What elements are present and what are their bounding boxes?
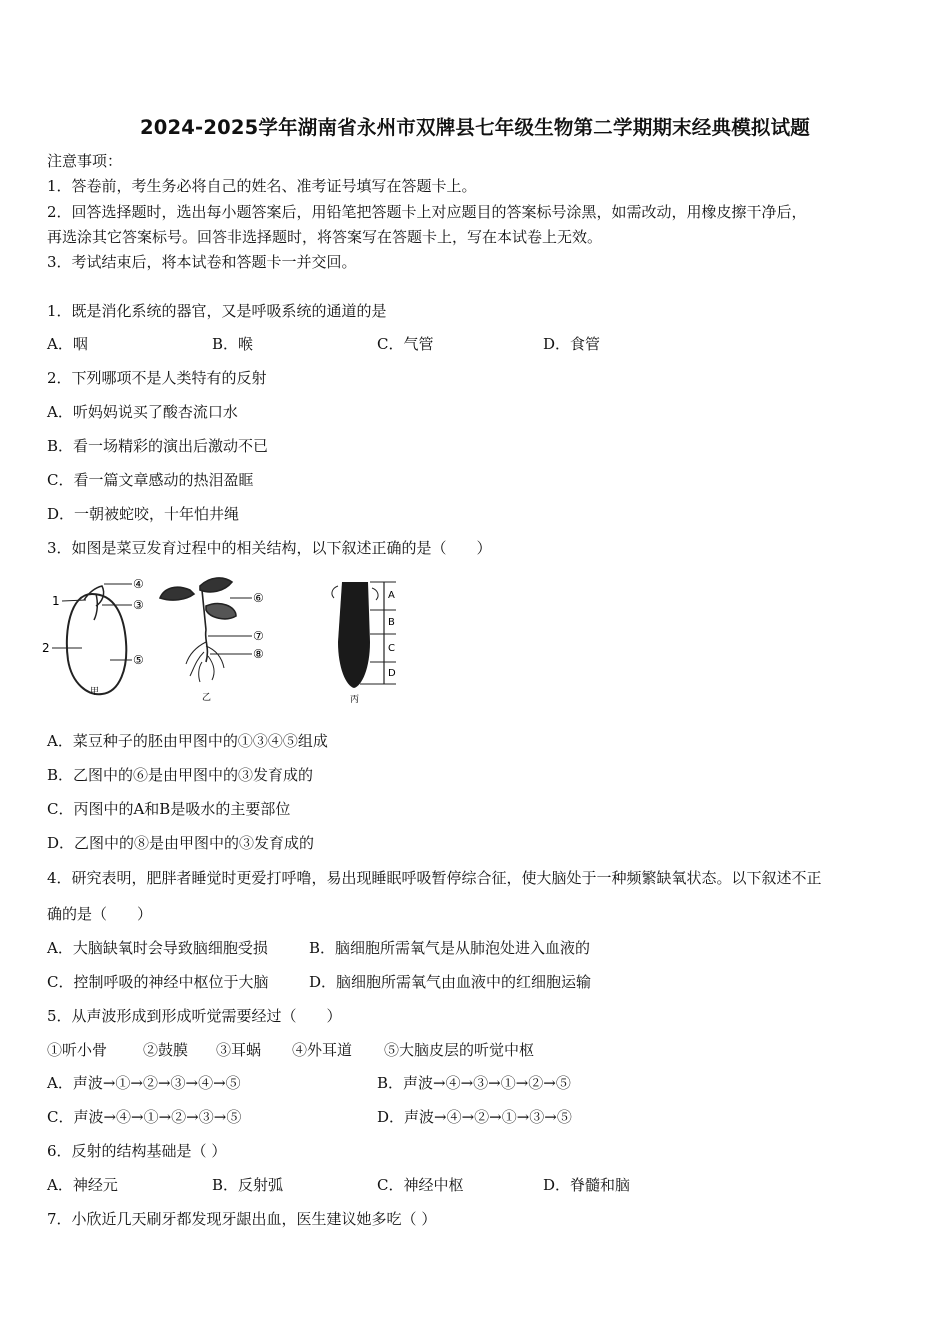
notice-item: 2．回答选择题时，选出每小题答案后，用铅笔把答题卡上对应题目的答案标号涂黑，如需改动，用橡皮擦干净后， <box>47 203 807 221</box>
question-5-stem: 5．从声波形成到形成听觉需要经过（ ） <box>47 1007 342 1025</box>
notice-item: 3．考试结束后，将本试卷和答题卡一并交回。 <box>47 253 357 271</box>
question-7-stem: 7．小欣近几天刷牙都发现牙龈出血，医生建议她多吃（ ） <box>47 1210 437 1228</box>
q4-option-c: C．控制呼吸的神经中枢位于大脑 <box>47 973 269 991</box>
question-2-stem: 2．下列哪项不是人类特有的反射 <box>47 369 267 387</box>
yi-caption: 乙 <box>202 693 212 703</box>
q5-part: ⑤大脑皮层的听觉中枢 <box>384 1041 535 1059</box>
q5-part: ③耳蜗 <box>216 1041 262 1059</box>
notice-item: 1．答卷前，考生务必将自己的姓名、准考证号填写在答题卡上。 <box>47 177 477 195</box>
q5-option-a: A．声波→①→②→③→④→⑤ <box>47 1074 241 1092</box>
q3-option-b: B．乙图中的⑥是由甲图中的③发育成的 <box>47 766 314 784</box>
q6-option-d: D．脊髓和脑 <box>543 1176 631 1194</box>
q1-option-d: D．食管 <box>543 335 601 353</box>
q1-option-a: A．咽 <box>47 335 88 353</box>
question-3-stem: 3．如图是菜豆发育过程中的相关结构，以下叙述正确的是（ ） <box>47 539 492 557</box>
q6-option-a: A．神经元 <box>47 1176 118 1194</box>
bing-label: C <box>388 643 395 654</box>
q5-part: ④外耳道 <box>292 1041 353 1059</box>
q6-option-c: C．神经中枢 <box>377 1176 464 1194</box>
yi-label: ⑧ <box>253 647 264 661</box>
q6-option-b: B．反射弧 <box>212 1176 284 1194</box>
question-4-stem-cont: 确的是（ ） <box>47 905 153 923</box>
q4-option-a: A．大脑缺氧时会导致脑细胞受损 <box>47 939 268 957</box>
bing-label: B <box>388 617 395 628</box>
yi-label: ⑥ <box>253 591 264 605</box>
q2-option-a: A．听妈妈说买了酸杏流口水 <box>47 403 238 421</box>
q5-part: ①听小骨 <box>47 1041 108 1059</box>
question-6-stem: 6．反射的结构基础是（ ） <box>47 1142 227 1160</box>
q5-option-d: D．声波→④→②→①→③→⑤ <box>377 1108 572 1126</box>
q5-option-c: C．声波→④→①→②→③→⑤ <box>47 1108 242 1126</box>
figure-yi-seedling <box>160 578 252 682</box>
jia-caption: 甲 <box>90 687 100 697</box>
bing-label: D <box>388 668 396 679</box>
q1-option-b: B．喉 <box>212 335 254 353</box>
q1-option-c: C．气管 <box>377 335 434 353</box>
notice-item: 再选涂其它答案标号。回答非选择题时，将答案写在答题卡上，写在本试卷上无效。 <box>47 228 603 246</box>
question-1-stem: 1．既是消化系统的器官，又是呼吸系统的通道的是 <box>47 302 387 320</box>
q3-option-a: A．菜豆种子的胚由甲图中的①③④⑤组成 <box>47 732 328 750</box>
q3-option-c: C．丙图中的A和B是吸水的主要部位 <box>47 800 291 818</box>
q4-option-b: B．脑细胞所需氧气是从肺泡处进入血液的 <box>309 939 591 957</box>
question-4-stem: 4．研究表明，肥胖者睡觉时更爱打呼噜，易出现睡眠呼吸暂停综合征，使大脑处于一种频繁缺氧状态。以下叙述不正 <box>47 869 822 887</box>
q5-option-b: B．声波→④→③→①→②→⑤ <box>377 1074 571 1092</box>
q2-option-d: D．一朝被蛇咬，十年怕井绳 <box>47 505 240 523</box>
jia-label: 1 <box>52 594 60 608</box>
figure-bing-root-tip <box>332 582 396 688</box>
q4-option-d: D．脑细胞所需氧气由血液中的红细胞运输 <box>309 973 592 991</box>
jia-label: ⑤ <box>133 653 144 667</box>
notice-heading: 注意事项： <box>47 152 123 170</box>
page-title: 2024-2025学年湖南省永州市双牌县七年级生物第二学期期末经典模拟试题 <box>139 116 811 139</box>
yi-label: ⑦ <box>253 629 264 643</box>
q5-part: ②鼓膜 <box>143 1041 189 1059</box>
bean-development-figure <box>40 572 420 712</box>
jia-label: 2 <box>42 641 50 655</box>
q3-option-d: D．乙图中的⑧是由甲图中的③发育成的 <box>47 834 315 852</box>
bing-caption: 丙 <box>350 695 360 705</box>
figure-jia-seed <box>52 584 132 694</box>
bing-label: A <box>388 590 395 601</box>
q2-option-b: B．看一场精彩的演出后激动不已 <box>47 437 269 455</box>
q2-option-c: C．看一篇文章感动的热泪盈眶 <box>47 471 254 489</box>
jia-label: ④ <box>133 577 144 591</box>
jia-label: ③ <box>133 598 144 612</box>
